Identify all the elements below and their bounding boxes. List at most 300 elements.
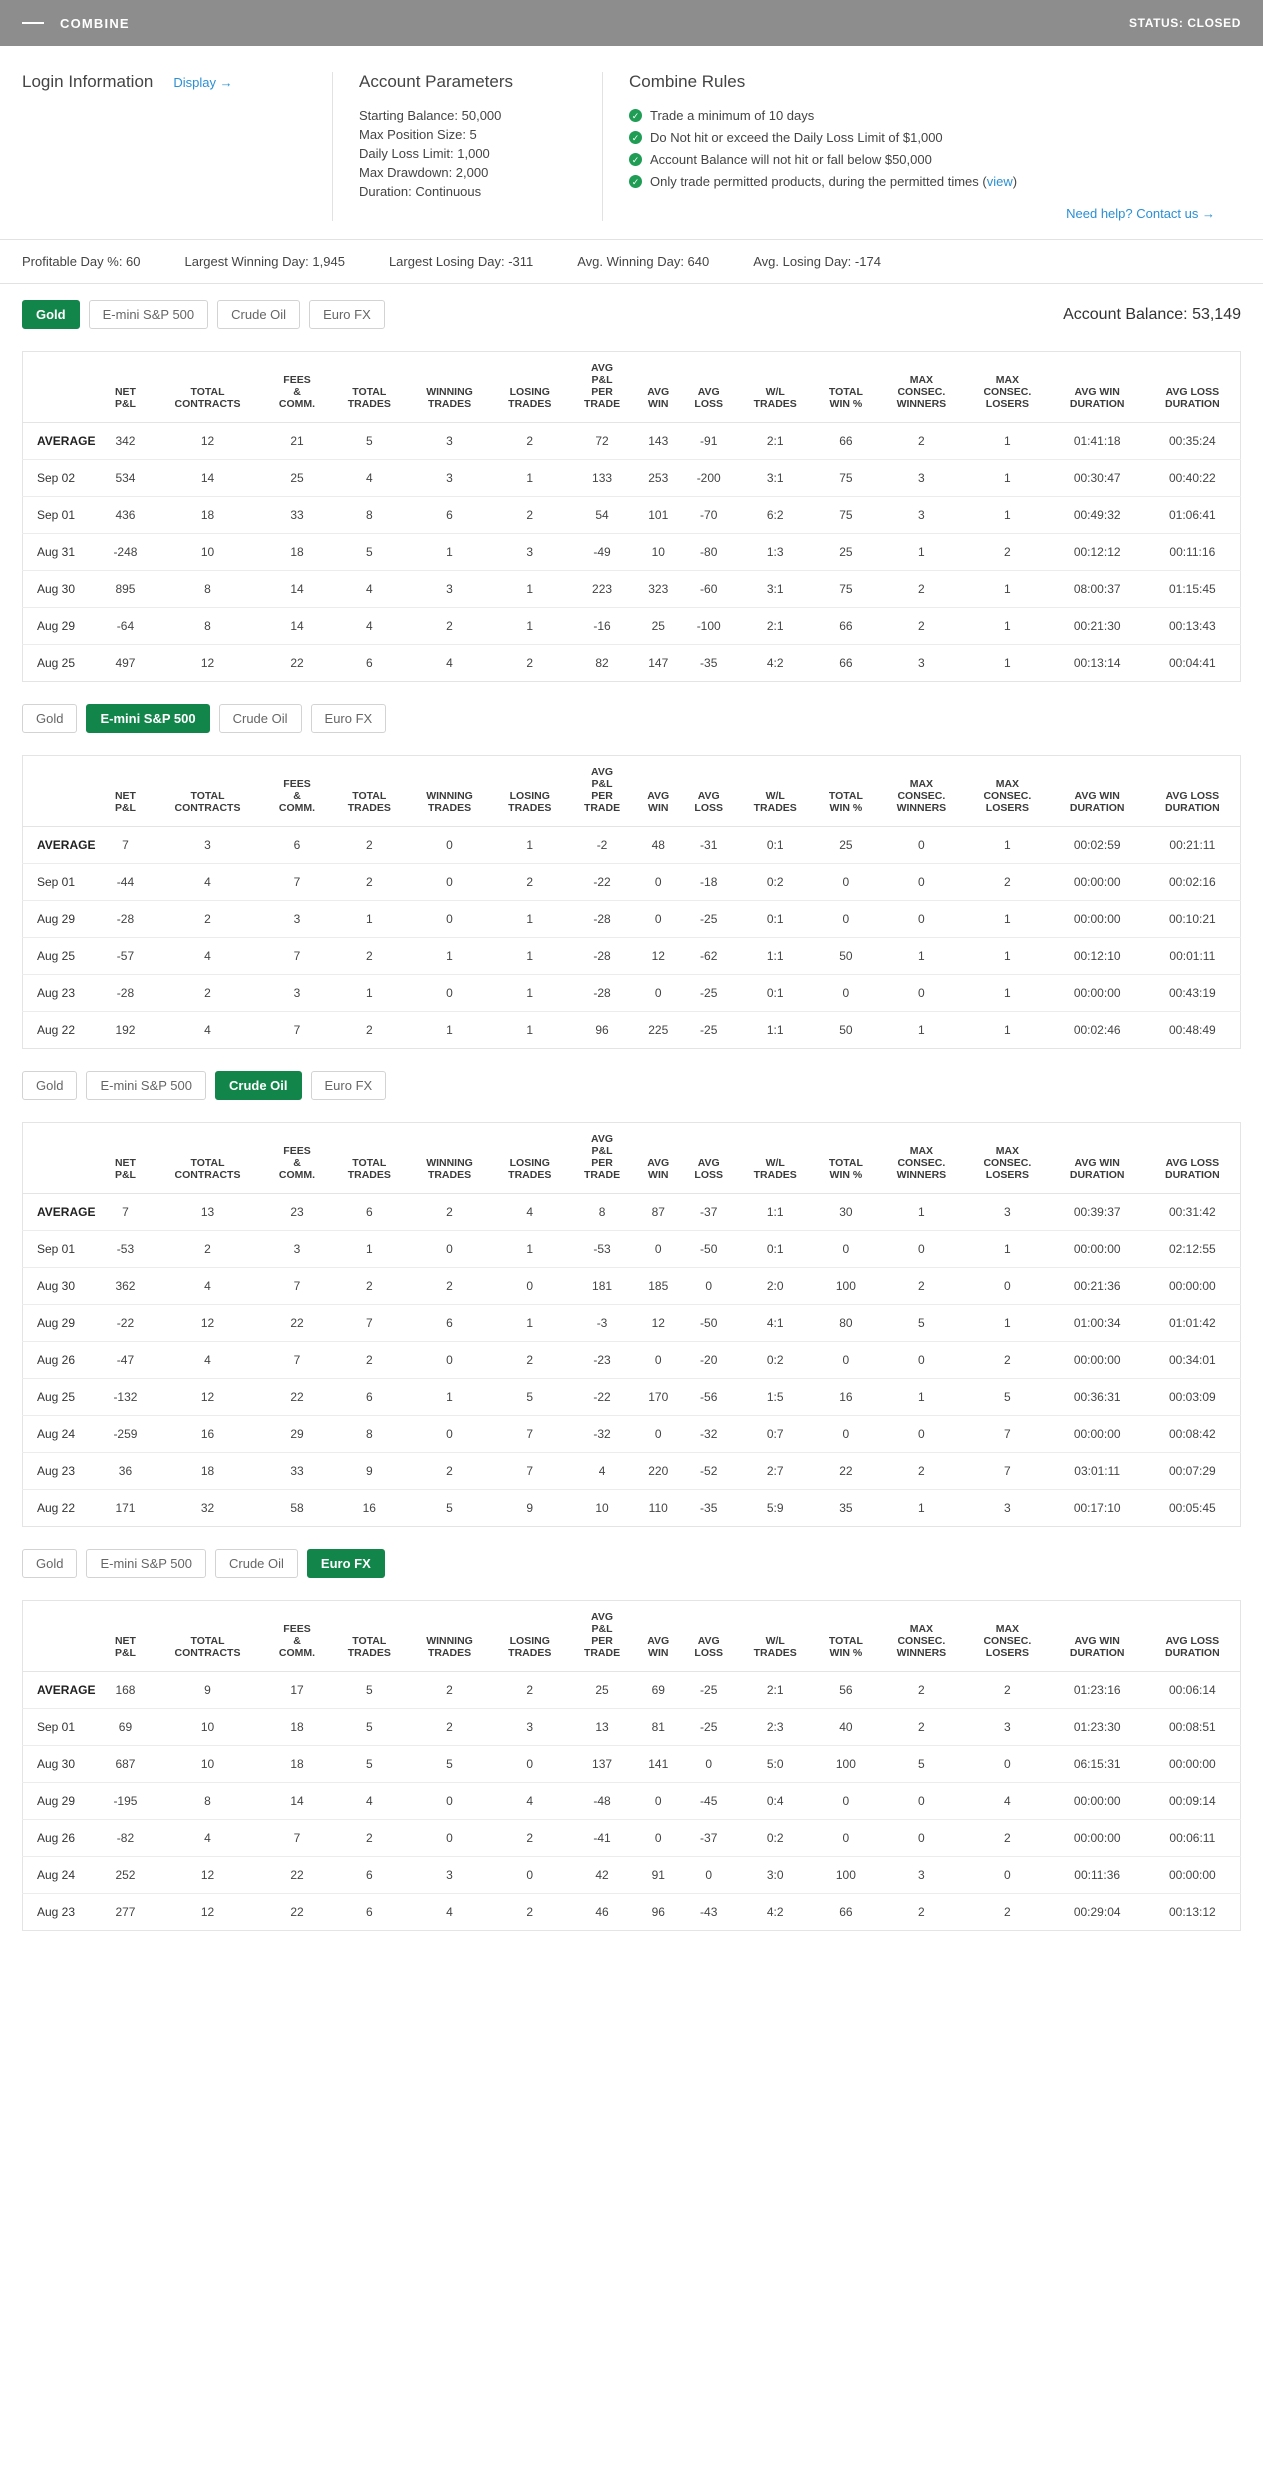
- table-wrap-gold: [0, 351, 1263, 682]
- col-header-date: [23, 1601, 100, 1672]
- cell-total-contracts: 16: [151, 1416, 263, 1453]
- row-label: Aug 23: [37, 1905, 76, 1919]
- combine-rule-2-text: Do Not hit or exceed the Daily Loss Limit of $1,000: [650, 130, 943, 145]
- cell-net-p-l: 36: [99, 1453, 151, 1490]
- tab-euro-fx[interactable]: Euro FX: [309, 300, 385, 329]
- table-row: [23, 1379, 1241, 1416]
- cell-avg-p-l-per-trade: -32: [569, 1416, 636, 1453]
- cell-total-win: 50: [839, 1023, 853, 1037]
- cell-avg-win-duration: 00:00:00: [1050, 1820, 1145, 1857]
- cell-winning-trades: 5: [408, 1746, 491, 1783]
- cell-avg-win-duration: 00:49:32: [1050, 497, 1145, 534]
- check-icon: ✓: [629, 175, 642, 188]
- cell-fees-comm: 18: [264, 1709, 331, 1746]
- cell-net-p-l: -28: [99, 901, 151, 938]
- cell-avg-p-l-per-trade: 133: [569, 460, 636, 497]
- cell-avg-p-l-per-trade: -3: [569, 1305, 636, 1342]
- login-information-column: [22, 72, 332, 221]
- cell-net-p-l: 7: [99, 827, 151, 864]
- cell-avg-loss-duration: 00:05:45: [1168, 1501, 1216, 1515]
- row-label: Sep 01: [23, 864, 100, 901]
- cell-max-consec-losers: 1: [965, 608, 1050, 645]
- tab-gold[interactable]: Gold: [22, 1071, 77, 1100]
- cell-losing-trades: 1: [491, 460, 569, 497]
- cell-fees-comm: 7: [264, 938, 331, 975]
- cell-winning-trades: 3: [408, 423, 491, 460]
- tab-gold[interactable]: Gold: [22, 1549, 77, 1578]
- cell-avg-win-duration: 00:11:36: [1050, 1857, 1145, 1894]
- table-wrap-crude: [0, 1122, 1263, 1527]
- cell-total-contracts: 18: [151, 497, 263, 534]
- cell-max-consec-losers: 3: [965, 1709, 1050, 1746]
- tab-crude-oil[interactable]: Crude Oil: [215, 1549, 298, 1578]
- product-section-gold: [0, 284, 1263, 682]
- row-label: Aug 22: [37, 1023, 76, 1037]
- cell-total-contracts: 8: [151, 1783, 263, 1820]
- cell-total-contracts: 4: [151, 1820, 263, 1857]
- row-label: AVERAGE: [23, 827, 100, 864]
- col-header-max-consec-losers: MAX CONSEC. LOSERS: [965, 756, 1050, 827]
- cell-w-l-trades: 2:0: [736, 1268, 814, 1305]
- cell-avg-win: 185: [636, 1268, 681, 1305]
- cell-net-p-l: 69: [99, 1709, 151, 1746]
- col-header-winning-trades: WINNING TRADES: [408, 1123, 491, 1194]
- combine-rule-4-suffix: ): [1012, 174, 1018, 189]
- product-tabs-gold: [0, 284, 1263, 337]
- cell-max-consec-winners: 3: [918, 656, 925, 670]
- cell-total-contracts: 13: [151, 1194, 263, 1231]
- cell-total-win: 100: [814, 1268, 878, 1305]
- display-link[interactable]: Display →: [173, 75, 233, 90]
- cell-avg-win: 12: [636, 938, 681, 975]
- cell-w-l-trades: 0:2: [736, 1820, 814, 1857]
- table-row: [23, 1783, 1241, 1820]
- cell-max-consec-winners: 0: [878, 1820, 965, 1857]
- cell-fees-comm: 6: [264, 827, 331, 864]
- cell-w-l-trades: 2:1: [736, 423, 814, 460]
- col-header-winning-trades: WINNING TRADES: [408, 756, 491, 827]
- cell-avg-loss: -91: [681, 423, 736, 460]
- cell-total-win: 16: [814, 1379, 878, 1416]
- cell-total-trades: 7: [331, 1305, 409, 1342]
- cell-losing-trades: 1: [491, 938, 569, 975]
- cell-total-contracts: 4: [204, 1023, 211, 1037]
- cell-total-win: 0: [814, 1783, 878, 1820]
- cell-losing-trades: 0: [491, 1268, 569, 1305]
- cell-max-consec-winners: 2: [878, 1709, 965, 1746]
- cell-winning-trades: 2: [408, 1268, 491, 1305]
- cell-fees-comm: 22: [290, 1905, 304, 1919]
- cell-winning-trades: 0: [408, 901, 491, 938]
- col-header-net-p-l: NET P&L: [99, 756, 151, 827]
- cell-avg-loss: -25: [681, 975, 736, 1012]
- cell-avg-p-l-per-trade: 4: [569, 1453, 636, 1490]
- cell-avg-loss-duration: 00:35:24: [1145, 423, 1241, 460]
- cell-avg-win-duration: 00:00:00: [1050, 975, 1145, 1012]
- cell-net-p-l: -195: [99, 1783, 151, 1820]
- cell-total-trades: 9: [331, 1453, 409, 1490]
- cell-avg-loss: -25: [681, 1709, 736, 1746]
- cell-avg-loss-duration: 00:02:16: [1145, 864, 1241, 901]
- row-label: Aug 24: [23, 1857, 100, 1894]
- cell-total-contracts: 8: [151, 571, 263, 608]
- cell-total-contracts: 8: [151, 608, 263, 645]
- cell-w-l-trades: 0:1: [736, 1231, 814, 1268]
- cell-avg-loss-duration: 00:00:00: [1145, 1268, 1241, 1305]
- row-label: Aug 29: [23, 608, 100, 645]
- combine-rule-1-text: Trade a minimum of 10 days: [650, 108, 815, 123]
- col-header-fees-comm: FEES & COMM.: [264, 1123, 331, 1194]
- cell-max-consec-winners: 2: [878, 608, 965, 645]
- cell-losing-trades: 3: [491, 1709, 569, 1746]
- product-section-crude: [0, 1055, 1263, 1527]
- cell-avg-win: 0: [636, 901, 681, 938]
- cell-avg-win: 220: [636, 1453, 681, 1490]
- cell-max-consec-losers: 2: [965, 1342, 1050, 1379]
- cell-avg-win-duration: 00:21:36: [1050, 1268, 1145, 1305]
- cell-avg-win-duration: 01:23:30: [1050, 1709, 1145, 1746]
- table-header-row: [23, 1601, 1241, 1672]
- cell-avg-loss-duration: 00:43:19: [1145, 975, 1241, 1012]
- cell-fees-comm: 58: [290, 1501, 304, 1515]
- cell-total-trades: 5: [331, 1672, 409, 1709]
- cell-total-contracts: 10: [151, 1709, 263, 1746]
- cell-losing-trades: 2: [526, 1905, 534, 1919]
- cell-winning-trades: 2: [408, 608, 491, 645]
- cell-avg-p-l-per-trade: -41: [569, 1820, 636, 1857]
- col-header-max-consec-winners: MAX CONSEC. WINNERS: [878, 352, 965, 423]
- account-parameters-title: Account Parameters: [359, 72, 514, 91]
- row-label: AVERAGE: [23, 1672, 100, 1709]
- cell-max-consec-losers: 1: [965, 975, 1050, 1012]
- cell-total-win: 75: [814, 460, 878, 497]
- cell-avg-win: 96: [651, 1905, 665, 1919]
- cell-total-trades: 2: [331, 827, 409, 864]
- combine-rule-2: [629, 128, 1215, 148]
- cell-winning-trades: 6: [408, 1305, 491, 1342]
- cell-total-win: 100: [814, 1857, 878, 1894]
- row-label: Sep 01: [23, 497, 100, 534]
- cell-total-contracts: 2: [151, 1231, 263, 1268]
- param-duration: Duration: Continuous: [359, 184, 482, 199]
- combine-rules-column: [602, 72, 1241, 221]
- cell-total-contracts: 18: [151, 1453, 263, 1490]
- cell-avg-win: 0: [636, 1820, 681, 1857]
- table-row: [23, 1012, 1241, 1049]
- stat-profitable-day-pct: Profitable Day %: 60: [22, 254, 141, 269]
- combine-rule-1: [629, 106, 1215, 126]
- cell-avg-loss-duration: 00:03:09: [1145, 1379, 1241, 1416]
- col-header-max-consec-losers: MAX CONSEC. LOSERS: [965, 1601, 1050, 1672]
- view-products-link[interactable]: view: [986, 174, 1013, 189]
- cell-max-consec-winners: 0: [878, 1231, 965, 1268]
- row-label: Aug 25: [23, 1379, 100, 1416]
- cell-avg-p-l-per-trade: 137: [569, 1746, 636, 1783]
- cell-total-win: 75: [814, 571, 878, 608]
- table-row: [23, 1268, 1241, 1305]
- cell-w-l-trades: 0:1: [736, 901, 814, 938]
- cell-net-p-l: -82: [99, 1820, 151, 1857]
- top-bar: [0, 0, 1263, 46]
- cell-total-trades: 4: [331, 1783, 409, 1820]
- cell-avg-win-duration: 00:13:14: [1073, 656, 1121, 670]
- tab-euro-fx[interactable]: Euro FX: [307, 1549, 385, 1578]
- row-label: Sep 01: [23, 1231, 100, 1268]
- cell-w-l-trades: 0:7: [736, 1416, 814, 1453]
- cell-total-win: 0: [814, 901, 878, 938]
- cell-w-l-trades: 4:1: [736, 1305, 814, 1342]
- cell-total-win: 25: [814, 534, 878, 571]
- cell-max-consec-winners: 0: [878, 1783, 965, 1820]
- cell-max-consec-winners: 2: [878, 1268, 965, 1305]
- table-row: [23, 1231, 1241, 1268]
- cell-total-win: 22: [814, 1453, 878, 1490]
- cell-max-consec-winners: 1: [918, 1501, 925, 1515]
- table-row: [23, 938, 1241, 975]
- cell-net-p-l: -47: [99, 1342, 151, 1379]
- cell-total-win: 0: [814, 1416, 878, 1453]
- cell-avg-p-l-per-trade: 96: [595, 1023, 609, 1037]
- col-header-avg-loss: AVG LOSS: [681, 1601, 736, 1672]
- row-label: Sep 01: [23, 1709, 100, 1746]
- cell-avg-loss: -20: [681, 1342, 736, 1379]
- cell-avg-loss: -80: [681, 534, 736, 571]
- table-header-row: [23, 352, 1241, 423]
- cell-w-l-trades: 2:1: [736, 608, 814, 645]
- cell-fees-comm: 14: [264, 608, 331, 645]
- hamburger-icon[interactable]: [22, 22, 44, 24]
- cell-total-win: 0: [814, 975, 878, 1012]
- contact-us-link[interactable]: Need help? Contact us →: [1066, 206, 1215, 221]
- table-row: [23, 1746, 1241, 1783]
- row-label: Aug 30: [23, 571, 100, 608]
- cell-net-p-l: 534: [99, 460, 151, 497]
- row-label: Aug 25: [37, 656, 76, 670]
- tab-e-mini-s-p-500[interactable]: E-mini S&P 500: [86, 704, 209, 733]
- cell-avg-win: 225: [648, 1023, 669, 1037]
- tab-e-mini-s-p-500[interactable]: E-mini S&P 500: [86, 1071, 206, 1100]
- col-header-date: [23, 1123, 100, 1194]
- tab-gold[interactable]: Gold: [22, 300, 80, 329]
- cell-net-p-l: 497: [115, 656, 136, 670]
- cell-max-consec-winners: 5: [878, 1305, 965, 1342]
- cell-avg-win: 69: [636, 1672, 681, 1709]
- cell-avg-loss: -37: [681, 1820, 736, 1857]
- table-row: [23, 1305, 1241, 1342]
- check-icon: ✓: [629, 153, 642, 166]
- table-wrap-eurofx: [0, 1600, 1263, 1931]
- row-label: Aug 26: [23, 1342, 100, 1379]
- cell-total-trades: 2: [365, 1023, 373, 1037]
- cell-total-trades: 6: [331, 1857, 409, 1894]
- cell-avg-p-l-per-trade: -28: [569, 938, 636, 975]
- info-panel: [0, 46, 1263, 240]
- cell-max-consec-winners: 5: [878, 1746, 965, 1783]
- cell-avg-loss-duration: 00:00:00: [1145, 1857, 1241, 1894]
- cell-avg-loss: 0: [681, 1857, 736, 1894]
- product-section-emini: [0, 688, 1263, 1049]
- col-header-avg-win: AVG WIN: [636, 1601, 681, 1672]
- tab-euro-fx[interactable]: Euro FX: [311, 704, 387, 733]
- cell-avg-win: 101: [636, 497, 681, 534]
- product-tabs-emini: [0, 688, 1263, 741]
- cell-total-contracts: 9: [151, 1672, 263, 1709]
- table-row: [23, 901, 1241, 938]
- cell-total-trades: 2: [331, 938, 409, 975]
- col-header-avg-win-duration: AVG WIN DURATION: [1050, 756, 1145, 827]
- cell-max-consec-winners: 1: [878, 938, 965, 975]
- col-header-total-win: TOTAL WIN %: [814, 1123, 878, 1194]
- col-header-net-p-l: NET P&L: [99, 1601, 151, 1672]
- tab-e-mini-s-p-500[interactable]: E-mini S&P 500: [89, 300, 209, 329]
- cell-avg-loss: -25: [681, 1672, 736, 1709]
- cell-max-consec-losers: 2: [965, 1820, 1050, 1857]
- col-header-avg-win: AVG WIN: [636, 756, 681, 827]
- cell-avg-loss-duration: 00:08:51: [1145, 1709, 1241, 1746]
- product-tabs-eurofx: [0, 1533, 1263, 1586]
- cell-max-consec-winners: 1: [878, 1379, 965, 1416]
- cell-avg-win: 323: [636, 571, 681, 608]
- row-label: Aug 29: [23, 901, 100, 938]
- cell-fees-comm: 23: [264, 1194, 331, 1231]
- combine-rule-4: [629, 172, 1215, 192]
- cell-max-consec-winners: 1: [878, 534, 965, 571]
- cell-losing-trades: 1: [491, 1305, 569, 1342]
- cell-net-p-l: -248: [99, 534, 151, 571]
- tab-crude-oil[interactable]: Crude Oil: [215, 1071, 302, 1100]
- cell-total-trades: 1: [331, 975, 409, 1012]
- table-row: [23, 1490, 1241, 1527]
- cell-avg-loss: -32: [681, 1416, 736, 1453]
- row-label: Aug 31: [23, 534, 100, 571]
- cell-total-contracts: 32: [200, 1501, 215, 1515]
- cell-avg-loss-duration: 00:21:11: [1145, 827, 1241, 864]
- cell-avg-p-l-per-trade: -16: [569, 608, 636, 645]
- cell-max-consec-losers: 2: [965, 864, 1050, 901]
- cell-avg-p-l-per-trade: -28: [569, 975, 636, 1012]
- cell-net-p-l: 7: [99, 1194, 151, 1231]
- cell-avg-win: 81: [636, 1709, 681, 1746]
- cell-total-trades: 6: [365, 656, 373, 670]
- table-row: [23, 1820, 1241, 1857]
- cell-max-consec-losers: 4: [965, 1783, 1050, 1820]
- cell-w-l-trades: 0:1: [736, 827, 814, 864]
- cell-fees-comm: 18: [264, 534, 331, 571]
- cell-avg-win-duration: 00:17:10: [1073, 1501, 1121, 1515]
- cell-winning-trades: 2: [408, 1194, 491, 1231]
- cell-total-contracts: 4: [151, 1268, 263, 1305]
- cell-avg-win-duration: 00:29:04: [1073, 1905, 1121, 1919]
- cell-total-trades: 4: [331, 608, 409, 645]
- row-label: Aug 22: [37, 1501, 76, 1515]
- cell-total-trades: 6: [365, 1905, 373, 1919]
- cell-avg-p-l-per-trade: 54: [569, 497, 636, 534]
- cell-avg-win: 0: [636, 1416, 681, 1453]
- tab-crude-oil[interactable]: Crude Oil: [219, 704, 302, 733]
- tab-euro-fx[interactable]: Euro FX: [311, 1071, 387, 1100]
- cell-avg-loss-duration: 00:06:11: [1145, 1820, 1241, 1857]
- tab-gold[interactable]: Gold: [22, 704, 77, 733]
- param-max-drawdown: Max Drawdown: 2,000: [359, 165, 489, 180]
- cell-max-consec-losers: 1: [1004, 656, 1011, 670]
- cell-avg-loss: -45: [681, 1783, 736, 1820]
- cell-fees-comm: 7: [264, 1342, 331, 1379]
- cell-max-consec-losers: 1: [965, 497, 1050, 534]
- col-header-w-l-trades: W/L TRADES: [736, 1123, 814, 1194]
- status-badge: STATUS: CLOSED: [1129, 16, 1241, 30]
- cell-max-consec-winners: 2: [918, 1905, 925, 1919]
- cell-winning-trades: 1: [408, 534, 491, 571]
- cell-winning-trades: 0: [408, 1231, 491, 1268]
- cell-max-consec-losers: 0: [965, 1746, 1050, 1783]
- cell-total-trades: 8: [331, 497, 409, 534]
- cell-total-win: 30: [814, 1194, 878, 1231]
- check-icon: ✓: [629, 131, 642, 144]
- table-row: [23, 975, 1241, 1012]
- cell-avg-p-l-per-trade: 42: [569, 1857, 636, 1894]
- cell-winning-trades: 2: [408, 1709, 491, 1746]
- cell-avg-win-duration: 00:00:00: [1050, 901, 1145, 938]
- cell-total-trades: 1: [331, 1231, 409, 1268]
- cell-avg-loss-duration: 01:15:45: [1145, 571, 1241, 608]
- cell-losing-trades: 2: [491, 497, 569, 534]
- stats-table-gold: [22, 351, 1241, 682]
- cell-total-contracts: 12: [151, 1305, 263, 1342]
- cell-avg-win: 48: [636, 827, 681, 864]
- row-label: Aug 30: [23, 1746, 100, 1783]
- stat-avg-losing-day: Avg. Losing Day: -174: [753, 254, 881, 269]
- tab-e-mini-s-p-500[interactable]: E-mini S&P 500: [86, 1549, 206, 1578]
- tab-crude-oil[interactable]: Crude Oil: [217, 300, 300, 329]
- cell-avg-p-l-per-trade: 46: [595, 1905, 609, 1919]
- row-label: Aug 23: [23, 975, 100, 1012]
- cell-winning-trades: 2: [408, 1453, 491, 1490]
- cell-w-l-trades: 2:3: [736, 1709, 814, 1746]
- cell-max-consec-winners: 2: [878, 423, 965, 460]
- cell-w-l-trades: 1:1: [736, 938, 814, 975]
- table-row: [23, 460, 1241, 497]
- cell-total-contracts: 14: [151, 460, 263, 497]
- cell-net-p-l: -259: [99, 1416, 151, 1453]
- row-label: Aug 29: [23, 1783, 100, 1820]
- cell-avg-p-l-per-trade: 223: [569, 571, 636, 608]
- cell-net-p-l: 342: [99, 423, 151, 460]
- cell-fees-comm: 25: [264, 460, 331, 497]
- cell-avg-loss-duration: 00:08:42: [1145, 1416, 1241, 1453]
- cell-total-contracts: 4: [151, 938, 263, 975]
- col-header-losing-trades: LOSING TRADES: [491, 1123, 569, 1194]
- table-row: [23, 608, 1241, 645]
- cell-avg-win: 10: [636, 534, 681, 571]
- cell-winning-trades: 3: [408, 571, 491, 608]
- cell-avg-win-duration: 01:41:18: [1050, 423, 1145, 460]
- cell-total-trades: 6: [331, 1194, 409, 1231]
- cell-losing-trades: 7: [491, 1453, 569, 1490]
- cell-total-win: 56: [814, 1672, 878, 1709]
- cell-total-trades: 5: [331, 1746, 409, 1783]
- cell-max-consec-winners: 0: [878, 1416, 965, 1453]
- table-row: [23, 423, 1241, 460]
- cell-avg-win: 25: [636, 608, 681, 645]
- cell-avg-win-duration: 00:00:00: [1050, 1231, 1145, 1268]
- cell-total-trades: 2: [331, 1342, 409, 1379]
- cell-avg-win: 91: [636, 1857, 681, 1894]
- cell-avg-win: 170: [636, 1379, 681, 1416]
- cell-total-contracts: 12: [200, 1905, 215, 1919]
- cell-fees-comm: 29: [264, 1416, 331, 1453]
- cell-max-consec-winners: 2: [878, 1672, 965, 1709]
- table-row: [23, 534, 1241, 571]
